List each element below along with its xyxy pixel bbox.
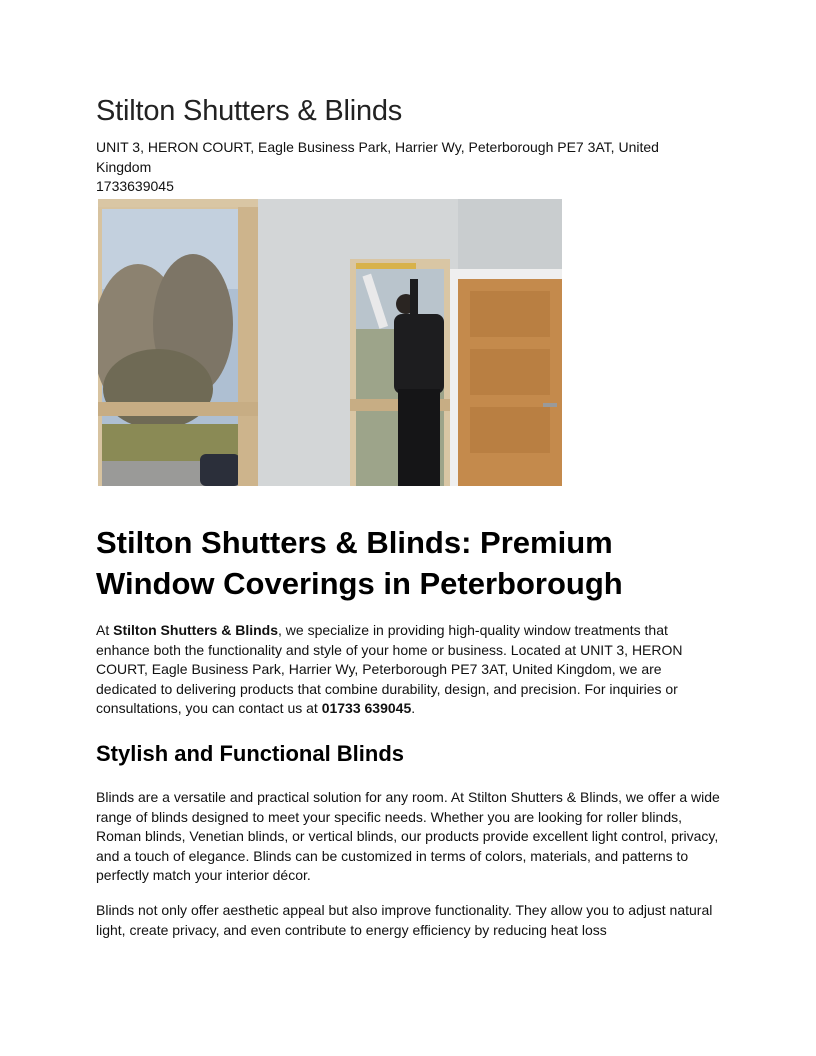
intro-phone: 01733 639045 xyxy=(321,700,412,716)
business-name: Stilton Shutters & Blinds xyxy=(96,95,403,127)
intro-suffix: . xyxy=(411,700,416,716)
section-heading: Stylish and Functional Blinds xyxy=(96,741,405,766)
installer-photo xyxy=(98,199,562,486)
blinds-functionality-paragraph: Blinds not only offer aesthetic appeal but also improve functionality. They allow you to adjust natural light, create privacy, and even contribute to energy efficiency by reducing heat loss xyxy=(96,902,713,938)
intro-paragraph xyxy=(96,621,724,719)
intro-prefix: At xyxy=(96,622,114,638)
business-address: UNIT 3, HERON COURT, Eagle Business Park, Harrier Wy, Peterborough PE7 3AT, United Kingdom xyxy=(96,139,659,175)
business-phone: 1733639045 xyxy=(96,178,174,194)
intro-body: , we specialize in providing high-quality window treatments that enhance both the functionality and style of your home or business. Located at UNIT 3, HERON COURT, Eagle Business Park, Harrier Wy, Peterborough PE7 3AT, United Kingdom, we are dedicated to delivering products that combine durability, design, and precision. For inquiries or consultations, you can contact us at xyxy=(96,622,683,716)
intro-business-name: Stilton Shutters & Blinds xyxy=(113,622,279,638)
blinds-paragraph: Blinds are a versatile and practical solution for any room. At Stilton Shutters & Blinds, we offer a wide range of blinds designed to meet your specific needs. Whether you are looking for roller blinds, Roman blinds, Venetian blinds, or vertical blinds, our products provide excellent light control, privacy, and a touch of elegance. Blinds can be customized in terms of colors, materials, and patterns to perfectly match your interior décor. xyxy=(96,789,720,883)
article-title: Stilton Shutters & Blinds: Premium Window Coverings in Peterborough xyxy=(96,525,623,601)
